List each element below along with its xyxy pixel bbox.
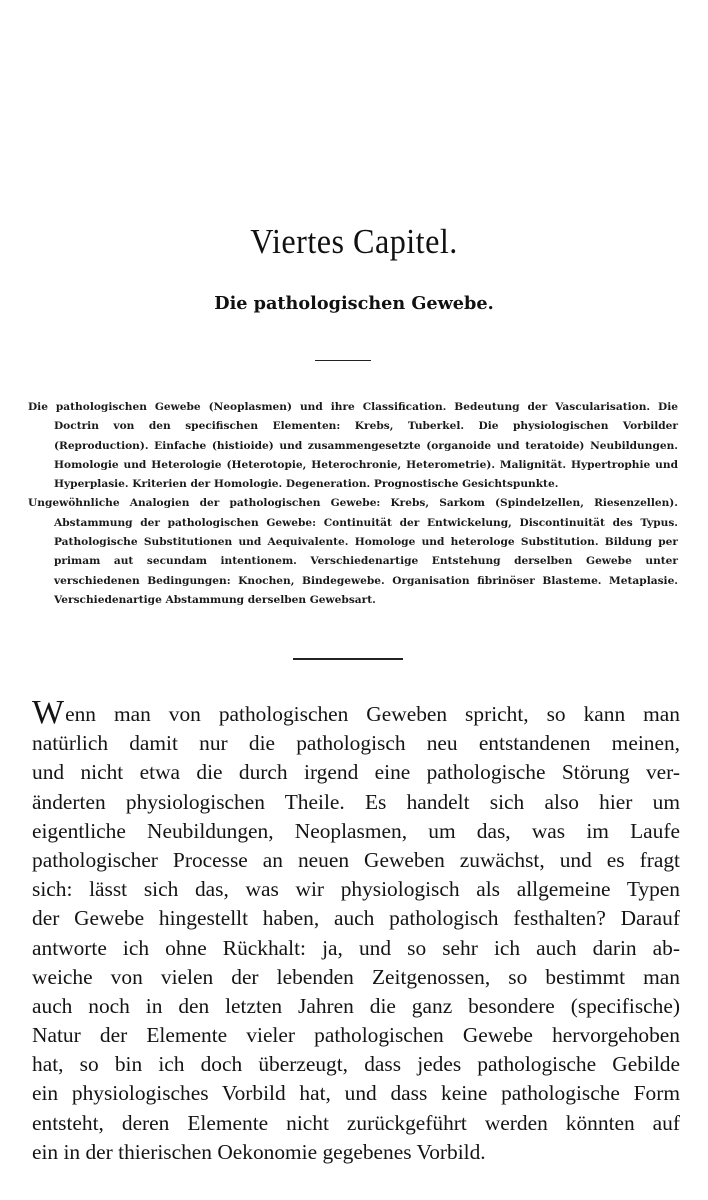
chapter-title: Viertes Capitel. [250,222,458,261]
summary-paragraph-1: Die pathologischen Gewebe (Neoplasmen) und ihre Classification. Bedeutung der Vascularisation. Die Doctrin von den specifischen Elementen: Krebs, Tuberkel. Die physiologischen Vorbilder (Reproduction). Einfache (histioide) und zusammengesetzte (organoide und teratoide) Neubildungen. Homologie und Heterologie (Heterotopie, Heterochronie, Heterometrie). Malignität. Hypertrophie und Hyperplasie. Kriterien der Homologie. Degeneration. Prognostische Gesichtspunkte. [28,401,678,491]
body-line: Natur der Elemente vieler pathologischen Gewebe hervorgehoben [32,1023,680,1048]
chapter-subtitle: Die pathologischen Gewebe. [214,293,494,314]
body-line: pathologischer Processe an neuen Geweben zuwächst, und es fragt [32,847,680,872]
chapter-summary [28,398,678,610]
body-line: eigentliche Neubildungen, Neoplasmen, um das, was im Laufe [32,818,680,843]
body-line: entsteht, deren Elemente nicht zurückgeführt werden könnten auf [32,1110,680,1135]
body-line: antworte ich ohne Rückhalt: ja, und so sehr ich auch darin ab- [32,935,680,960]
short-divider [315,360,371,361]
body-line: weiche von vielen der lebenden Zeitgenossen, so bestimmt man [32,964,680,989]
body-line: der Gewebe hingestellt haben, auch pathologisch festhalten? Darauf [32,906,680,931]
body-line: ein physiologisches Vorbild hat, und dass keine pathologische Form [32,1081,680,1106]
summary-paragraph-2: Ungewöhnliche Analogien der pathologischen Gewebe: Krebs, Sarkom (Spindelzellen, Riesenzellen). Abstammung der pathologischen Gewebe: Continuität der Entwickelung, Discontinuität des Typus. Pathologische Substitutionen und Aequivalente. Homologe und heterologe Substitution. Bildung per primam aut secundam intentionem. Verschiedenartige Entstehung derselben Gewebe unter verschiedenen Bedingungen: Knochen, Bindegewebe. Organisation fibrinöser Blasteme. Metaplasie. Verschiedenartige Abstammung derselben Gewebsart. [28,497,678,606]
body-line: ein in der thierischen Oekonomie gegebenes Vorbild. [32,1139,486,1164]
drop-cap: W [32,694,65,731]
body-line: Wenn man von pathologischen Geweben spricht, so kann man [32,694,680,731]
body-paragraph [32,694,680,1167]
body-line: auch noch in den letzten Jahren die ganz besondere (specifische) [32,993,680,1018]
body-line: änderten physiologischen Theile. Es handelt sich also hier um [32,789,680,814]
body-line: und nicht etwa die durch irgend eine pathologische Störung ver- [32,760,680,785]
body-line: hat, so bin ich doch überzeugt, dass jedes pathologische Gebilde [32,1052,680,1077]
body-line: sich: lässt sich das, was wir physiologisch als allgemeine Typen [32,877,680,902]
section-divider [293,658,403,660]
body-line: natürlich damit nur die pathologisch neu entstandenen meinen, [32,731,680,756]
